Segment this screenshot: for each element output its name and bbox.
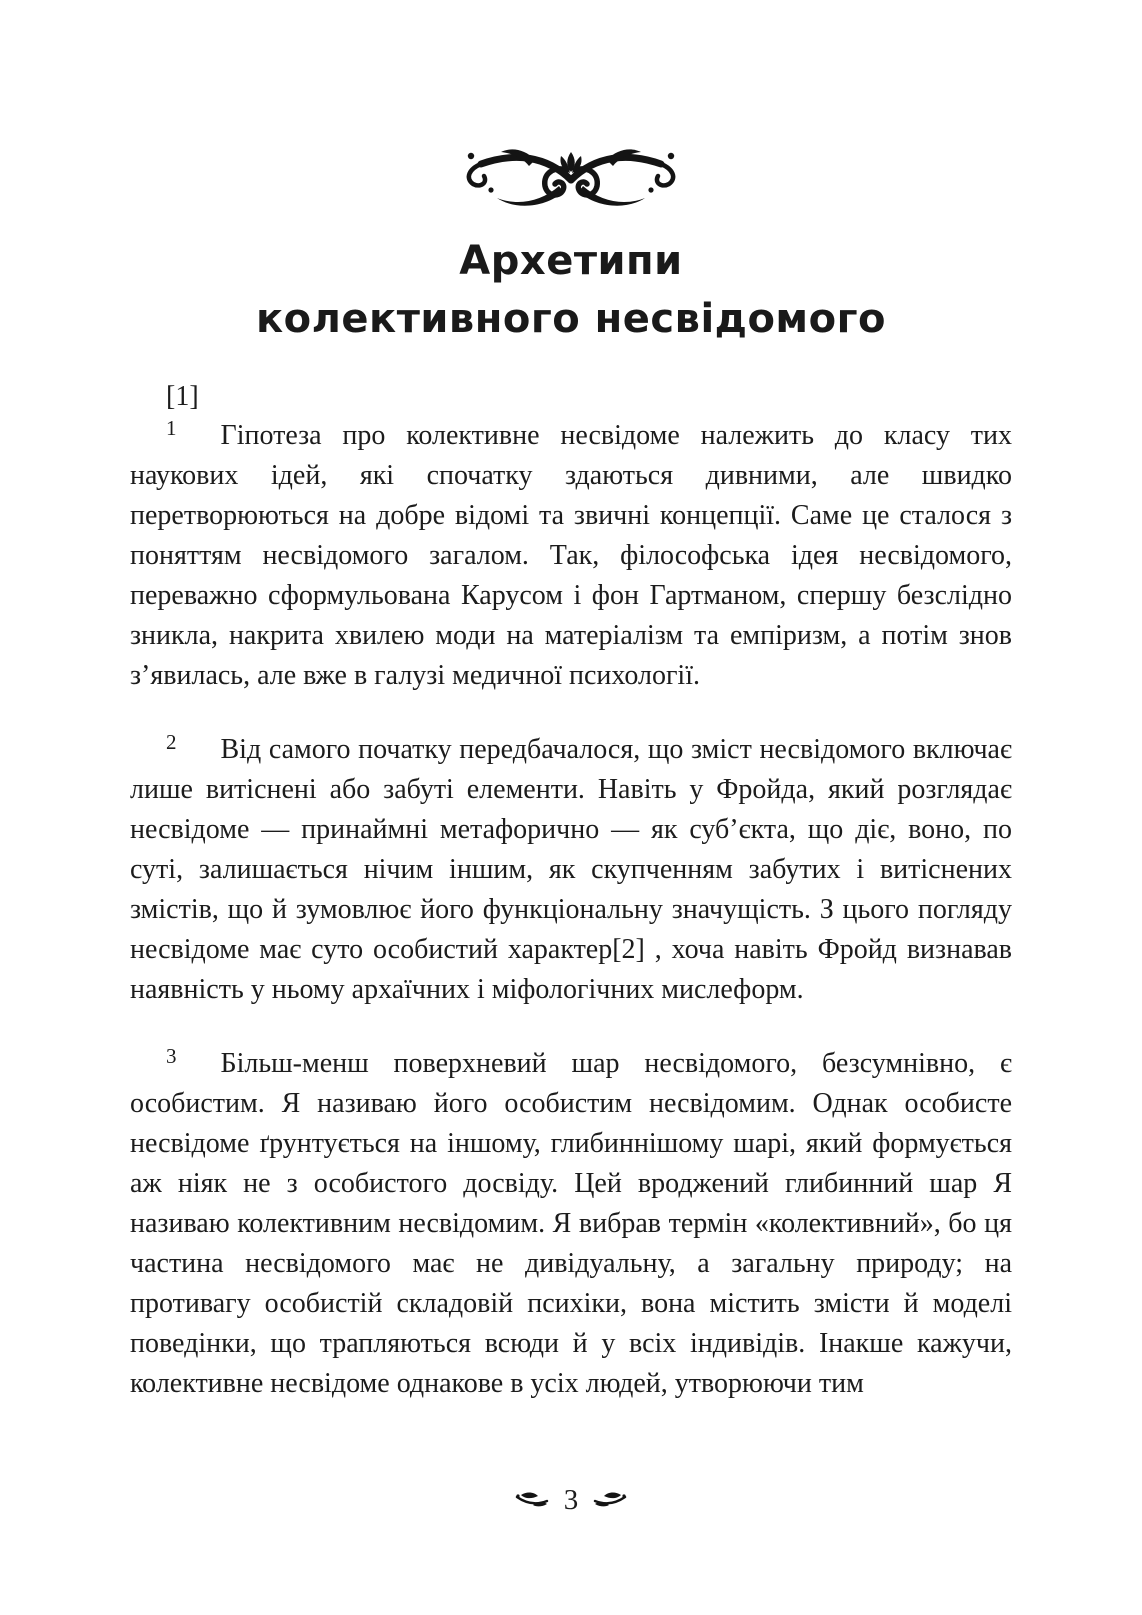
page-number: 3 xyxy=(563,1484,579,1516)
paragraph-1-text: Гіпотеза про колективне несвідоме належить до класу тих наукових ідей, які спочатку здаються дивними, але швидко перетворюються на добре відомі та звичні концепції. Саме це сталося з поняттям несвідомого загалом. Так, філософська ідея несвідомого, переважно сформульована Карусом і фон Гартманом, спершу безслідно зникла, накрита хвилею моди на матеріалізм та емпіризм, а потім знов з’явилась, але вже в галузі медичної психології. xyxy=(130,420,1012,691)
paragraph-1 xyxy=(130,416,1012,696)
floral-vignette-icon xyxy=(455,146,687,212)
paragraph-2-text: Від самого початку передбачалося, що зміст несвідомого включає лише витіснені або забуті елементи. Навіть у Фройда, який розглядає несвідоме — принаймні метафорично — як суб’єкта, що діє, воно, по суті, залишається нічим іншим, як скупченням забутих і витіснених змістів, що й зумовлює його функціональну значущість. З цього погляду несвідоме має суто особистий характер[2] , хоча навіть Фройд визнавав наявність у ньому архаїчних і міфологічних мислеформ. xyxy=(130,734,1012,1005)
paragraph-3-number: 3 xyxy=(166,1044,177,1068)
paragraph-1-number: 1 xyxy=(166,416,177,440)
leaf-flourish-left-icon xyxy=(515,1492,549,1508)
paragraph-3-text: Більш-менш поверхневий шар несвідомого, безсумнівно, є особистим. Я називаю його особистим несвідомим. Однак особисте несвідоме ґрунтується на іншому, глибиннішому шарі, який формується аж ніяк не з особистого досвіду. Цей вроджений глибинний шар Я називаю колективним несвідомим. Я вибрав термін «колективний», бо ця частина несвідомого має не дивідуальну, а загальну природу; на противагу особистій складовій психіки, вона містить змісти й моделі поведінки, що трапляються всюди й у всіх індивідів. Інакше кажучи, колективне несвідоме однакове в усіх людей, утворюючи тим xyxy=(130,1048,1012,1399)
paragraph-3 xyxy=(130,1044,1012,1404)
chapter-title-line2: колективного несвідомого xyxy=(256,296,886,342)
page-footer xyxy=(0,1485,1142,1515)
paragraph-2-number: 2 xyxy=(166,730,177,754)
leaf-flourish-right-icon xyxy=(593,1492,627,1508)
chapter-title-line1: Архетипи xyxy=(459,238,683,284)
section-marker: [1] xyxy=(166,381,199,412)
floral-ornament xyxy=(130,146,1012,212)
chapter-title xyxy=(130,232,1012,348)
paragraph-2 xyxy=(130,730,1012,1010)
